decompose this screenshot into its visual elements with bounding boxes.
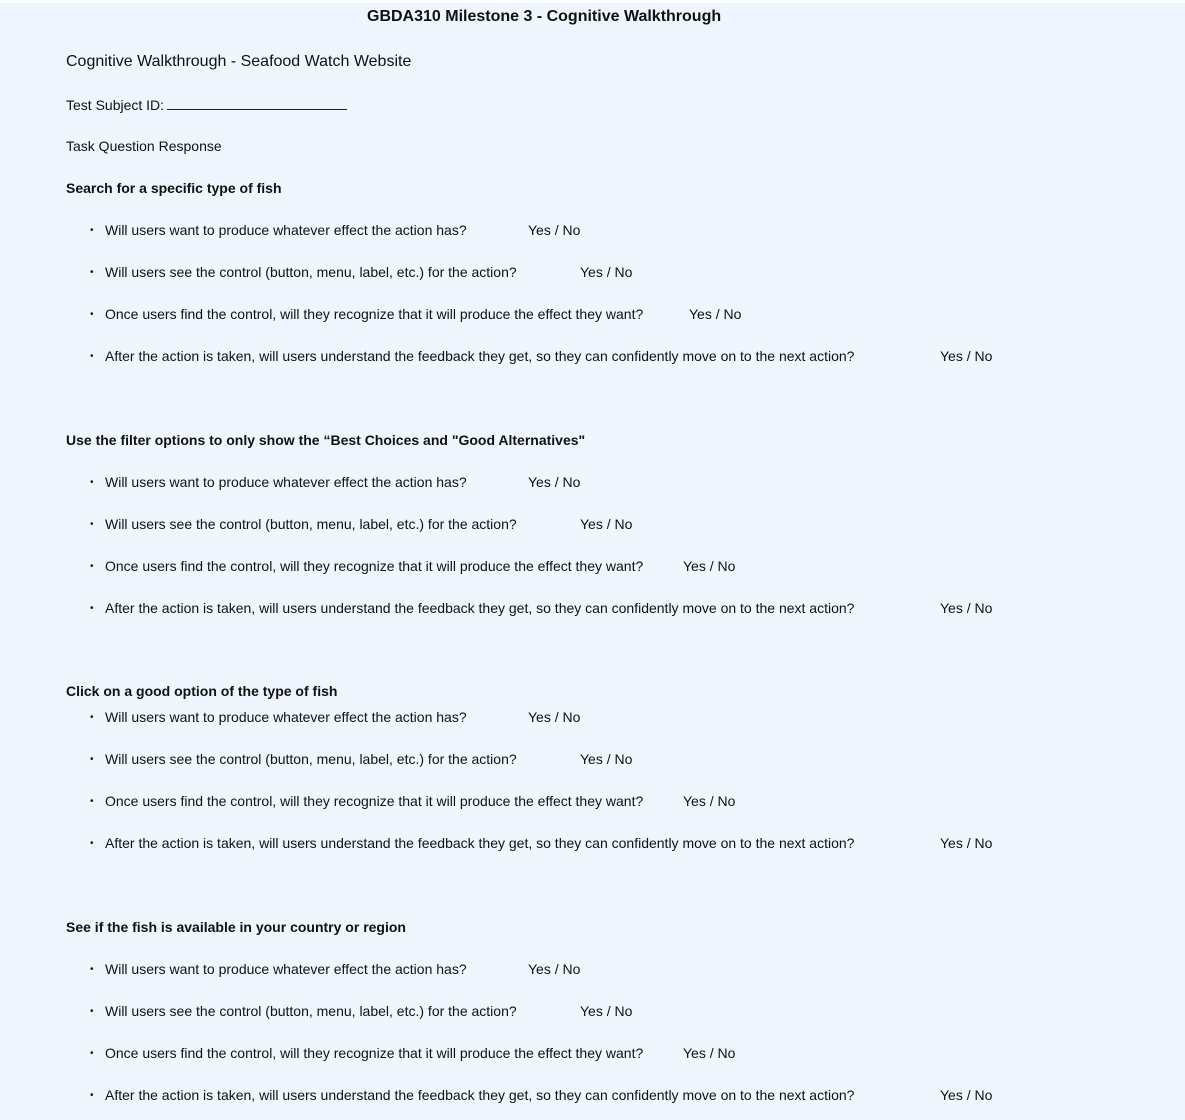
response-yes-no: Yes / No [683,793,736,809]
question-row [90,600,993,616]
question-row [90,348,993,364]
task-heading-2: Use the filter options to only show the “Best Choices and "Good Alternatives" [66,432,586,448]
response-yes-no: Yes / No [940,1087,993,1103]
bullet-icon: • [90,1090,94,1101]
document-title: GBDA310 Milestone 3 - Cognitive Walkthrough [367,8,722,25]
document-subtitle: Cognitive Walkthrough - Seafood Watch Website [66,53,412,70]
response-yes-no: Yes / No [528,961,581,977]
response-yes-no: Yes / No [940,600,993,616]
bullet-icon: • [90,754,94,765]
bullet-icon: • [90,838,94,849]
question-row [90,558,736,574]
question-text: After the action is taken, will users understand the feedback they get, so they can confidently move on to the next action? [105,600,855,616]
question-row [90,306,742,322]
response-yes-no: Yes / No [683,1045,736,1061]
document-page [0,3,1185,1120]
question-text: Will users want to produce whatever effect the action has? [105,474,467,490]
response-yes-no: Yes / No [683,558,736,574]
response-yes-no: Yes / No [940,835,993,851]
subject-id-blank [167,96,347,110]
question-row [90,264,633,280]
bullet-icon: • [90,267,94,278]
subject-id-label: Test Subject ID: [66,97,165,113]
columns-label: Task Question Response [66,138,222,154]
response-yes-no: Yes / No [689,306,742,322]
question-text: After the action is taken, will users understand the feedback they get, so they can confidently move on to the next action? [105,835,855,851]
question-row [90,709,581,725]
question-text: Will users want to produce whatever effect the action has? [105,961,467,977]
question-row [90,1087,993,1103]
question-row [90,793,736,809]
question-text: Once users find the control, will they recognize that it will produce the effect they want? [105,306,644,322]
question-text: Will users see the control (button, menu, label, etc.) for the action? [105,516,517,532]
question-row [90,474,581,490]
question-row [90,961,581,977]
bullet-icon: • [90,1006,94,1017]
response-yes-no: Yes / No [580,751,633,767]
question-text: Will users see the control (button, menu, label, etc.) for the action? [105,264,517,280]
question-text: Once users find the control, will they recognize that it will produce the effect they want? [105,793,644,809]
question-text: After the action is taken, will users understand the feedback they get, so they can confidently move on to the next action? [105,348,855,364]
bullet-icon: • [90,309,94,320]
bullet-icon: • [90,1048,94,1059]
question-text: Once users find the control, will they recognize that it will produce the effect they want? [105,1045,644,1061]
response-yes-no: Yes / No [940,348,993,364]
response-yes-no: Yes / No [580,264,633,280]
question-row [90,1003,633,1019]
bullet-icon: • [90,225,94,236]
bullet-icon: • [90,603,94,614]
question-row [90,751,633,767]
task-heading-4: See if the fish is available in your country or region [66,919,406,935]
response-yes-no: Yes / No [580,516,633,532]
bullet-icon: • [90,519,94,530]
bullet-icon: • [90,712,94,723]
question-text: Will users see the control (button, menu, label, etc.) for the action? [105,1003,517,1019]
task-heading-1: Search for a specific type of fish [66,180,282,196]
response-yes-no: Yes / No [528,222,581,238]
bullet-icon: • [90,351,94,362]
question-text: Will users want to produce whatever effect the action has? [105,709,467,725]
question-text: After the action is taken, will users understand the feedback they get, so they can confidently move on to the next action? [105,1087,855,1103]
subject-id-row [66,96,347,113]
response-yes-no: Yes / No [528,709,581,725]
question-text: Will users want to produce whatever effect the action has? [105,222,467,238]
bullet-icon: • [90,477,94,488]
response-yes-no: Yes / No [528,474,581,490]
question-text: Will users see the control (button, menu, label, etc.) for the action? [105,751,517,767]
question-row [90,835,993,851]
question-text: Once users find the control, will they recognize that it will produce the effect they want? [105,558,644,574]
response-yes-no: Yes / No [580,1003,633,1019]
bullet-icon: • [90,561,94,572]
question-row [90,1045,736,1061]
bullet-icon: • [90,796,94,807]
task-heading-3: Click on a good option of the type of fish [66,683,338,699]
bullet-icon: • [90,964,94,975]
question-row [90,516,633,532]
question-row [90,222,581,238]
